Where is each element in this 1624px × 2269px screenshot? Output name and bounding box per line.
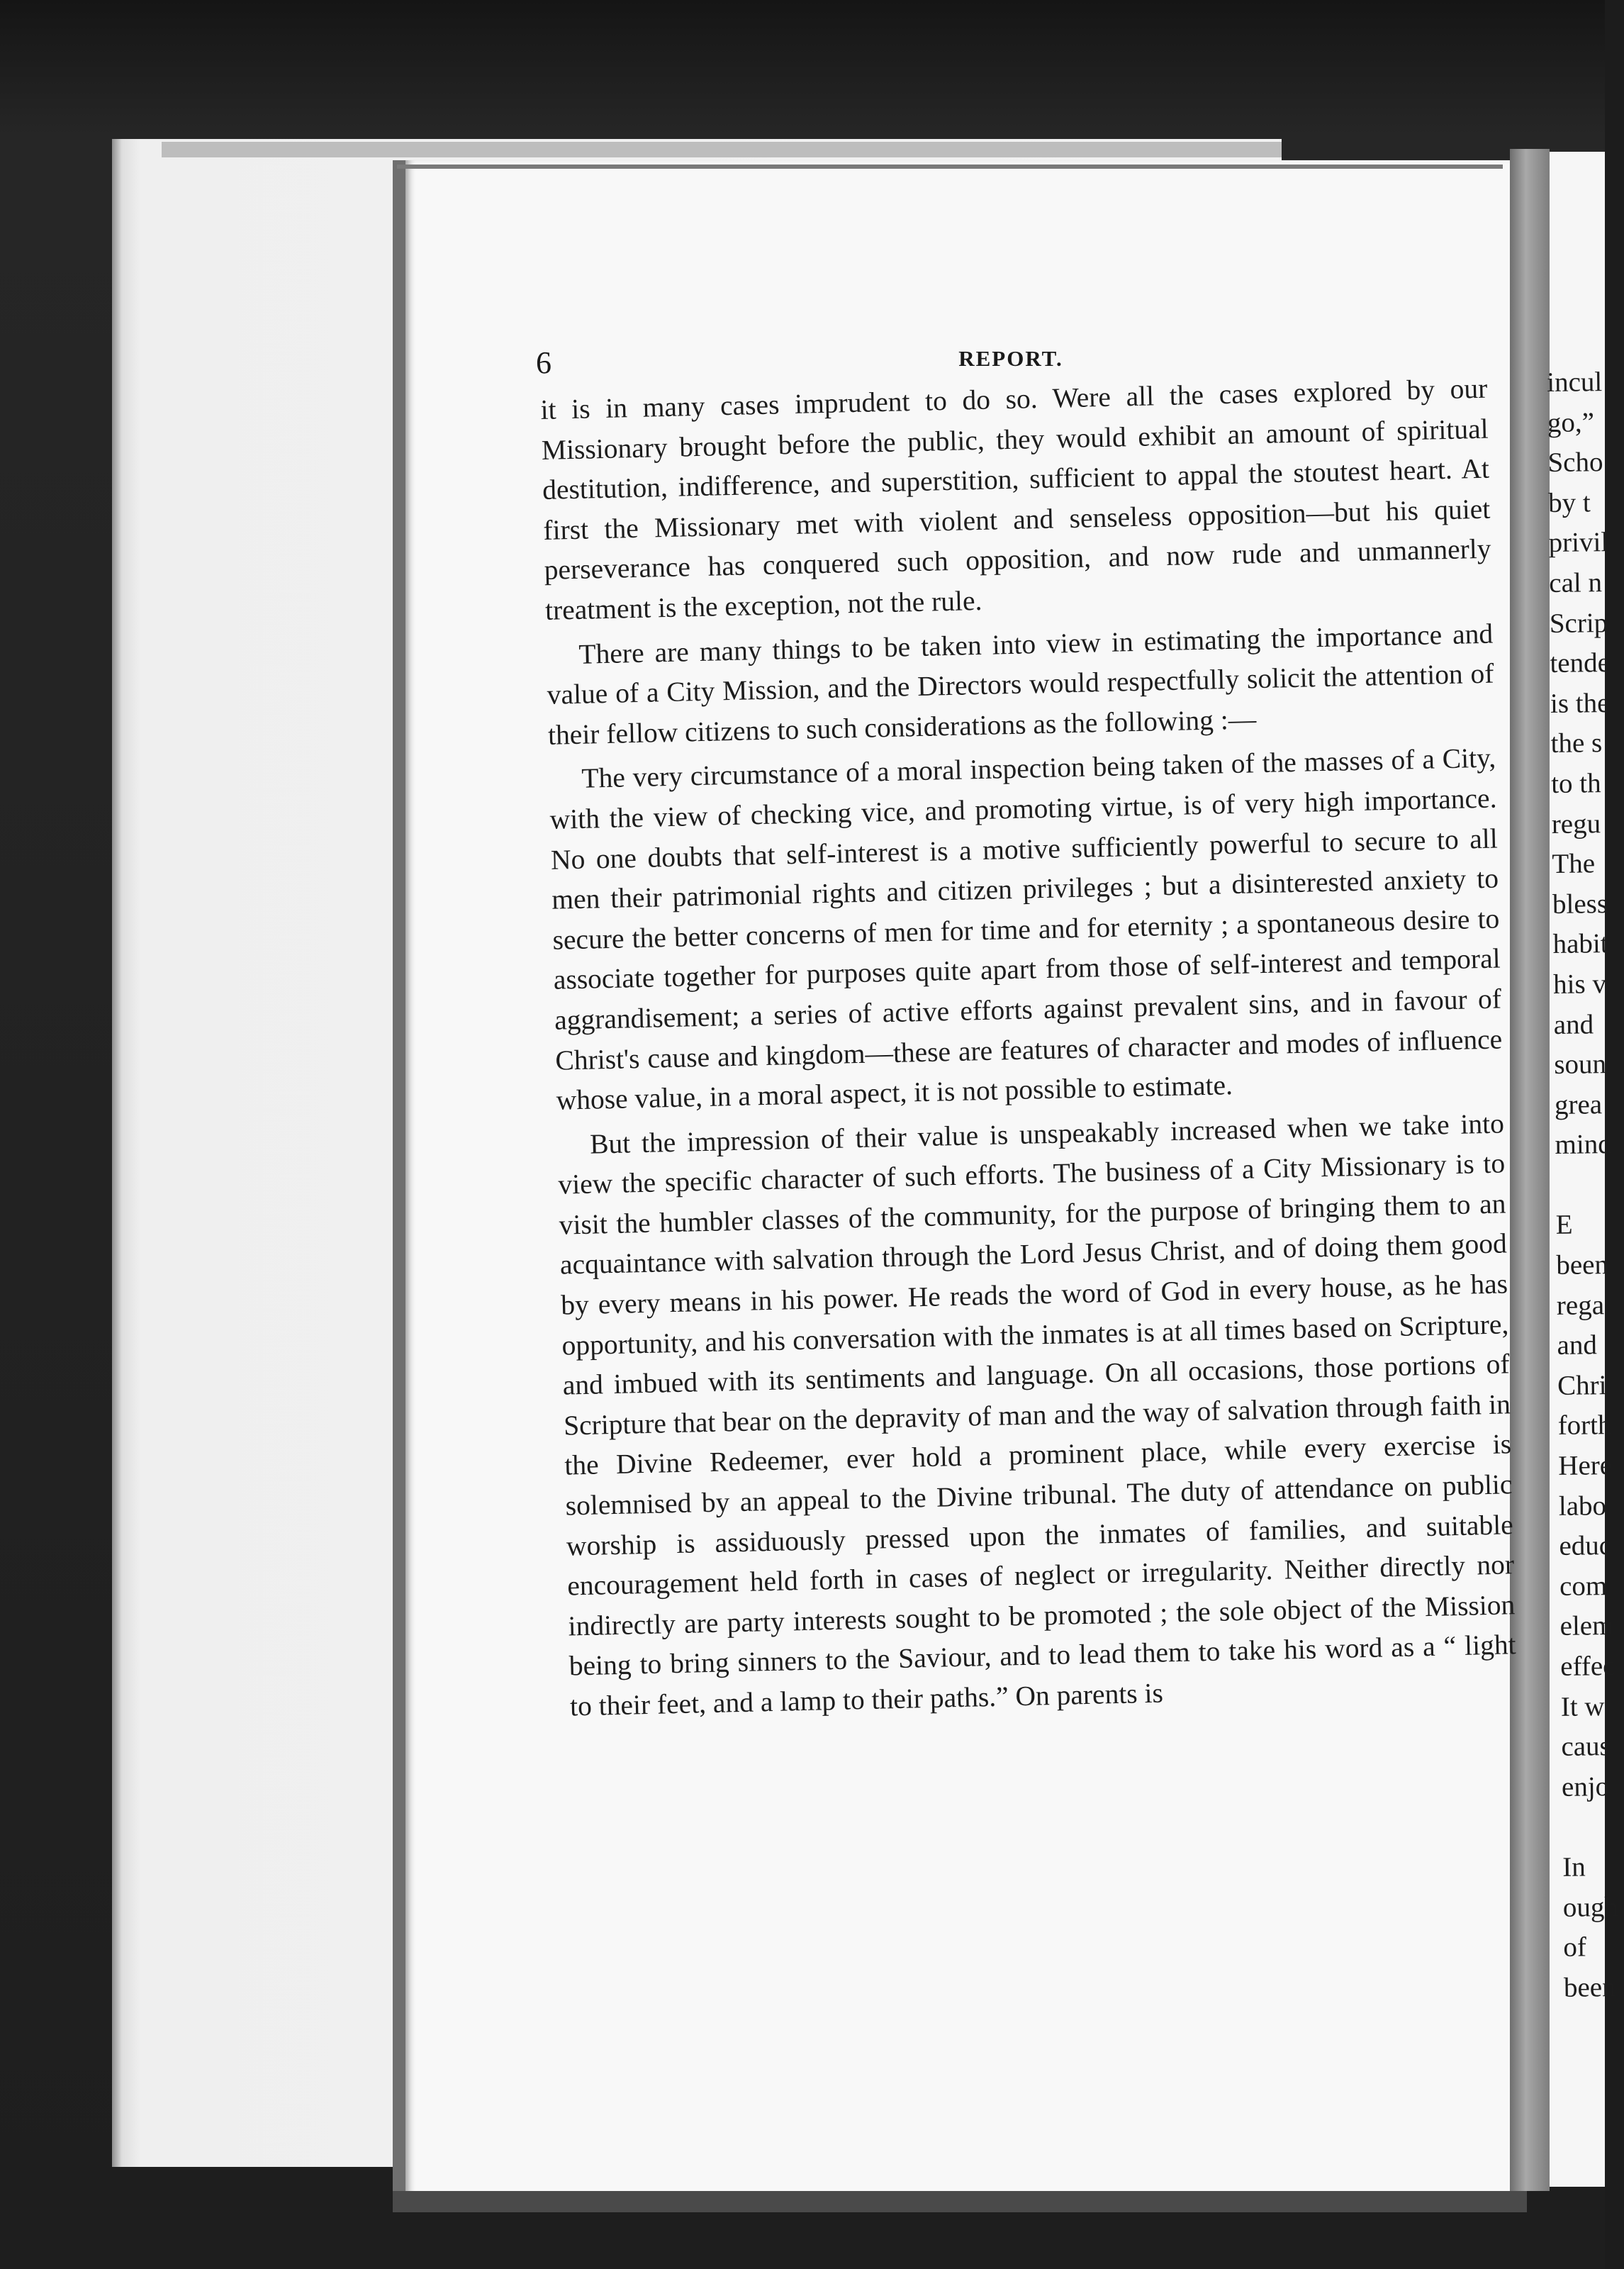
adjacent-line: E	[1555, 1210, 1573, 1241]
adjacent-line: enjo	[1561, 1771, 1610, 1802]
adjacent-line: The	[1552, 848, 1596, 880]
adjacent-line: ough	[1562, 1891, 1619, 1923]
running-head: REPORT.	[958, 346, 1063, 371]
adjacent-line: labo	[1558, 1490, 1607, 1522]
adjacent-line	[1555, 1165, 1614, 1205]
adjacent-line: and	[1553, 1008, 1594, 1040]
adjacent-line	[1562, 1807, 1620, 1847]
adjacent-line: his v	[1552, 969, 1607, 1000]
page-number: 6	[536, 345, 551, 380]
paragraph-missionary-work: But the impression of their value is unspeakably increased when we take into view the specific character of such efforts. The business of a City Missionary is to visit the humbler classes of the community, for the purpose of bringing them to an acquaintance with salvation through the Lord Jesus Christ, and of doing them good by every means in his power. He reads the word of God in every house, as he has opportunity, and his conversation with the inmates is at all times based on Scripture, and imbued with its sentiments and language. On all occasions, those portions of Scripture that bear on the depravity of man and the way of salvation through faith in the Divine Redeemer, ever hold a prominent place, while every exercise is solemnised by an appeal to the Divine tribunal. The duty of attendance on public worship is assiduously pressed upon the inmates of families, and suitable encouragement held forth in cases of neglect or irregularity. Neither directly nor indirectly are party interests sought to be promoted ; the sole object of the Mission being to bring sinners to the Saviour, and to lead them to take his word as a “ light to their feet, and a lamp to their paths.” On parents is	[557, 1108, 1517, 1722]
adjacent-line: In	[1562, 1851, 1586, 1883]
adjacent-line: effec	[1560, 1651, 1615, 1682]
adjacent-line: by t	[1547, 487, 1591, 518]
adjacent-line: Scrip	[1549, 607, 1608, 639]
adjacent-line: It w	[1560, 1690, 1605, 1722]
book-gutter	[1510, 149, 1550, 2191]
adjacent-line: mind	[1555, 1129, 1612, 1161]
page-bottom-shadow	[393, 2191, 1527, 2212]
adjacent-line: been	[1563, 1971, 1616, 2003]
adjacent-line: privil	[1548, 527, 1609, 559]
adjacent-line: soun	[1554, 1049, 1607, 1081]
adjacent-line: forth	[1557, 1410, 1612, 1442]
page-top-edge	[397, 165, 1503, 169]
adjacent-line: of	[1563, 1931, 1587, 1963]
adjacent-line: regu	[1551, 808, 1601, 840]
adjacent-line: cal n	[1549, 567, 1603, 598]
adjacent-line: and	[1557, 1329, 1598, 1361]
adjacent-line: go,”	[1547, 406, 1595, 438]
adjacent-line: educ	[1559, 1530, 1612, 1562]
adjacent-line: been	[1556, 1249, 1609, 1281]
adjacent-line: habit	[1552, 928, 1608, 960]
adjacent-line: the s	[1550, 727, 1603, 759]
paragraph-considerations: There are many things to be taken into view in estimating the importance and value of a City Mission, and the Directors would respectfully solicit the attention of their fellow citizens to such considerations as the following :—	[547, 618, 1494, 751]
paragraph-moral-inspection: The very circumstance of a moral inspection being taken of the masses of a City, with the view of checking vice, and promoting virtue, is of very high importance. No one doubts that self-interest is a motive sufficiently powerful to secure to all men their patrimonial rights and citizen privileges ; but a disinterested anxiety to secure the better concerns of men for time and for eternity ; a spontaneous desire to associate together for purposes quite apart from those of self-interest and temporal aggrandisement; a series of active efforts against prevalent sins, and in favour of Christ's cause and kingdom—these are features of character and modes of influence whose value, in a moral aspect, it is not possible to estimate.	[549, 742, 1503, 1116]
adjacent-line: grea	[1554, 1088, 1603, 1120]
adjacent-line: Here	[1558, 1450, 1613, 1481]
adjacent-line: to th	[1550, 768, 1601, 799]
adjacent-line: tende	[1550, 647, 1611, 679]
adjacent-line: elem	[1559, 1610, 1614, 1642]
adjacent-line: Scho	[1547, 447, 1603, 479]
body-text	[540, 369, 1518, 1731]
adjacent-line: bless	[1552, 888, 1608, 920]
paragraph-continuation: it is in many cases imprudent to do so. Were all the cases explored by our Missionary brought before the public, they would exhibit an amount of spiritual destitution, indifference, and superstition, sufficient to appal the stoutest heart. At first the Missionary met with violent and senseless opposition—but his quiet perseverance has conquered such opposition, and now rude and unmannerly treatment is the exception, not the rule.	[540, 372, 1491, 626]
underlying-page-edge	[162, 142, 1282, 157]
adjacent-line: caus	[1561, 1731, 1611, 1763]
adjacent-line: incul	[1547, 367, 1603, 398]
adjacent-line: com	[1559, 1571, 1608, 1602]
adjacent-line: Chri	[1557, 1370, 1607, 1401]
adjacent-line: is the	[1550, 687, 1610, 719]
adjacent-line: rega	[1556, 1289, 1605, 1321]
